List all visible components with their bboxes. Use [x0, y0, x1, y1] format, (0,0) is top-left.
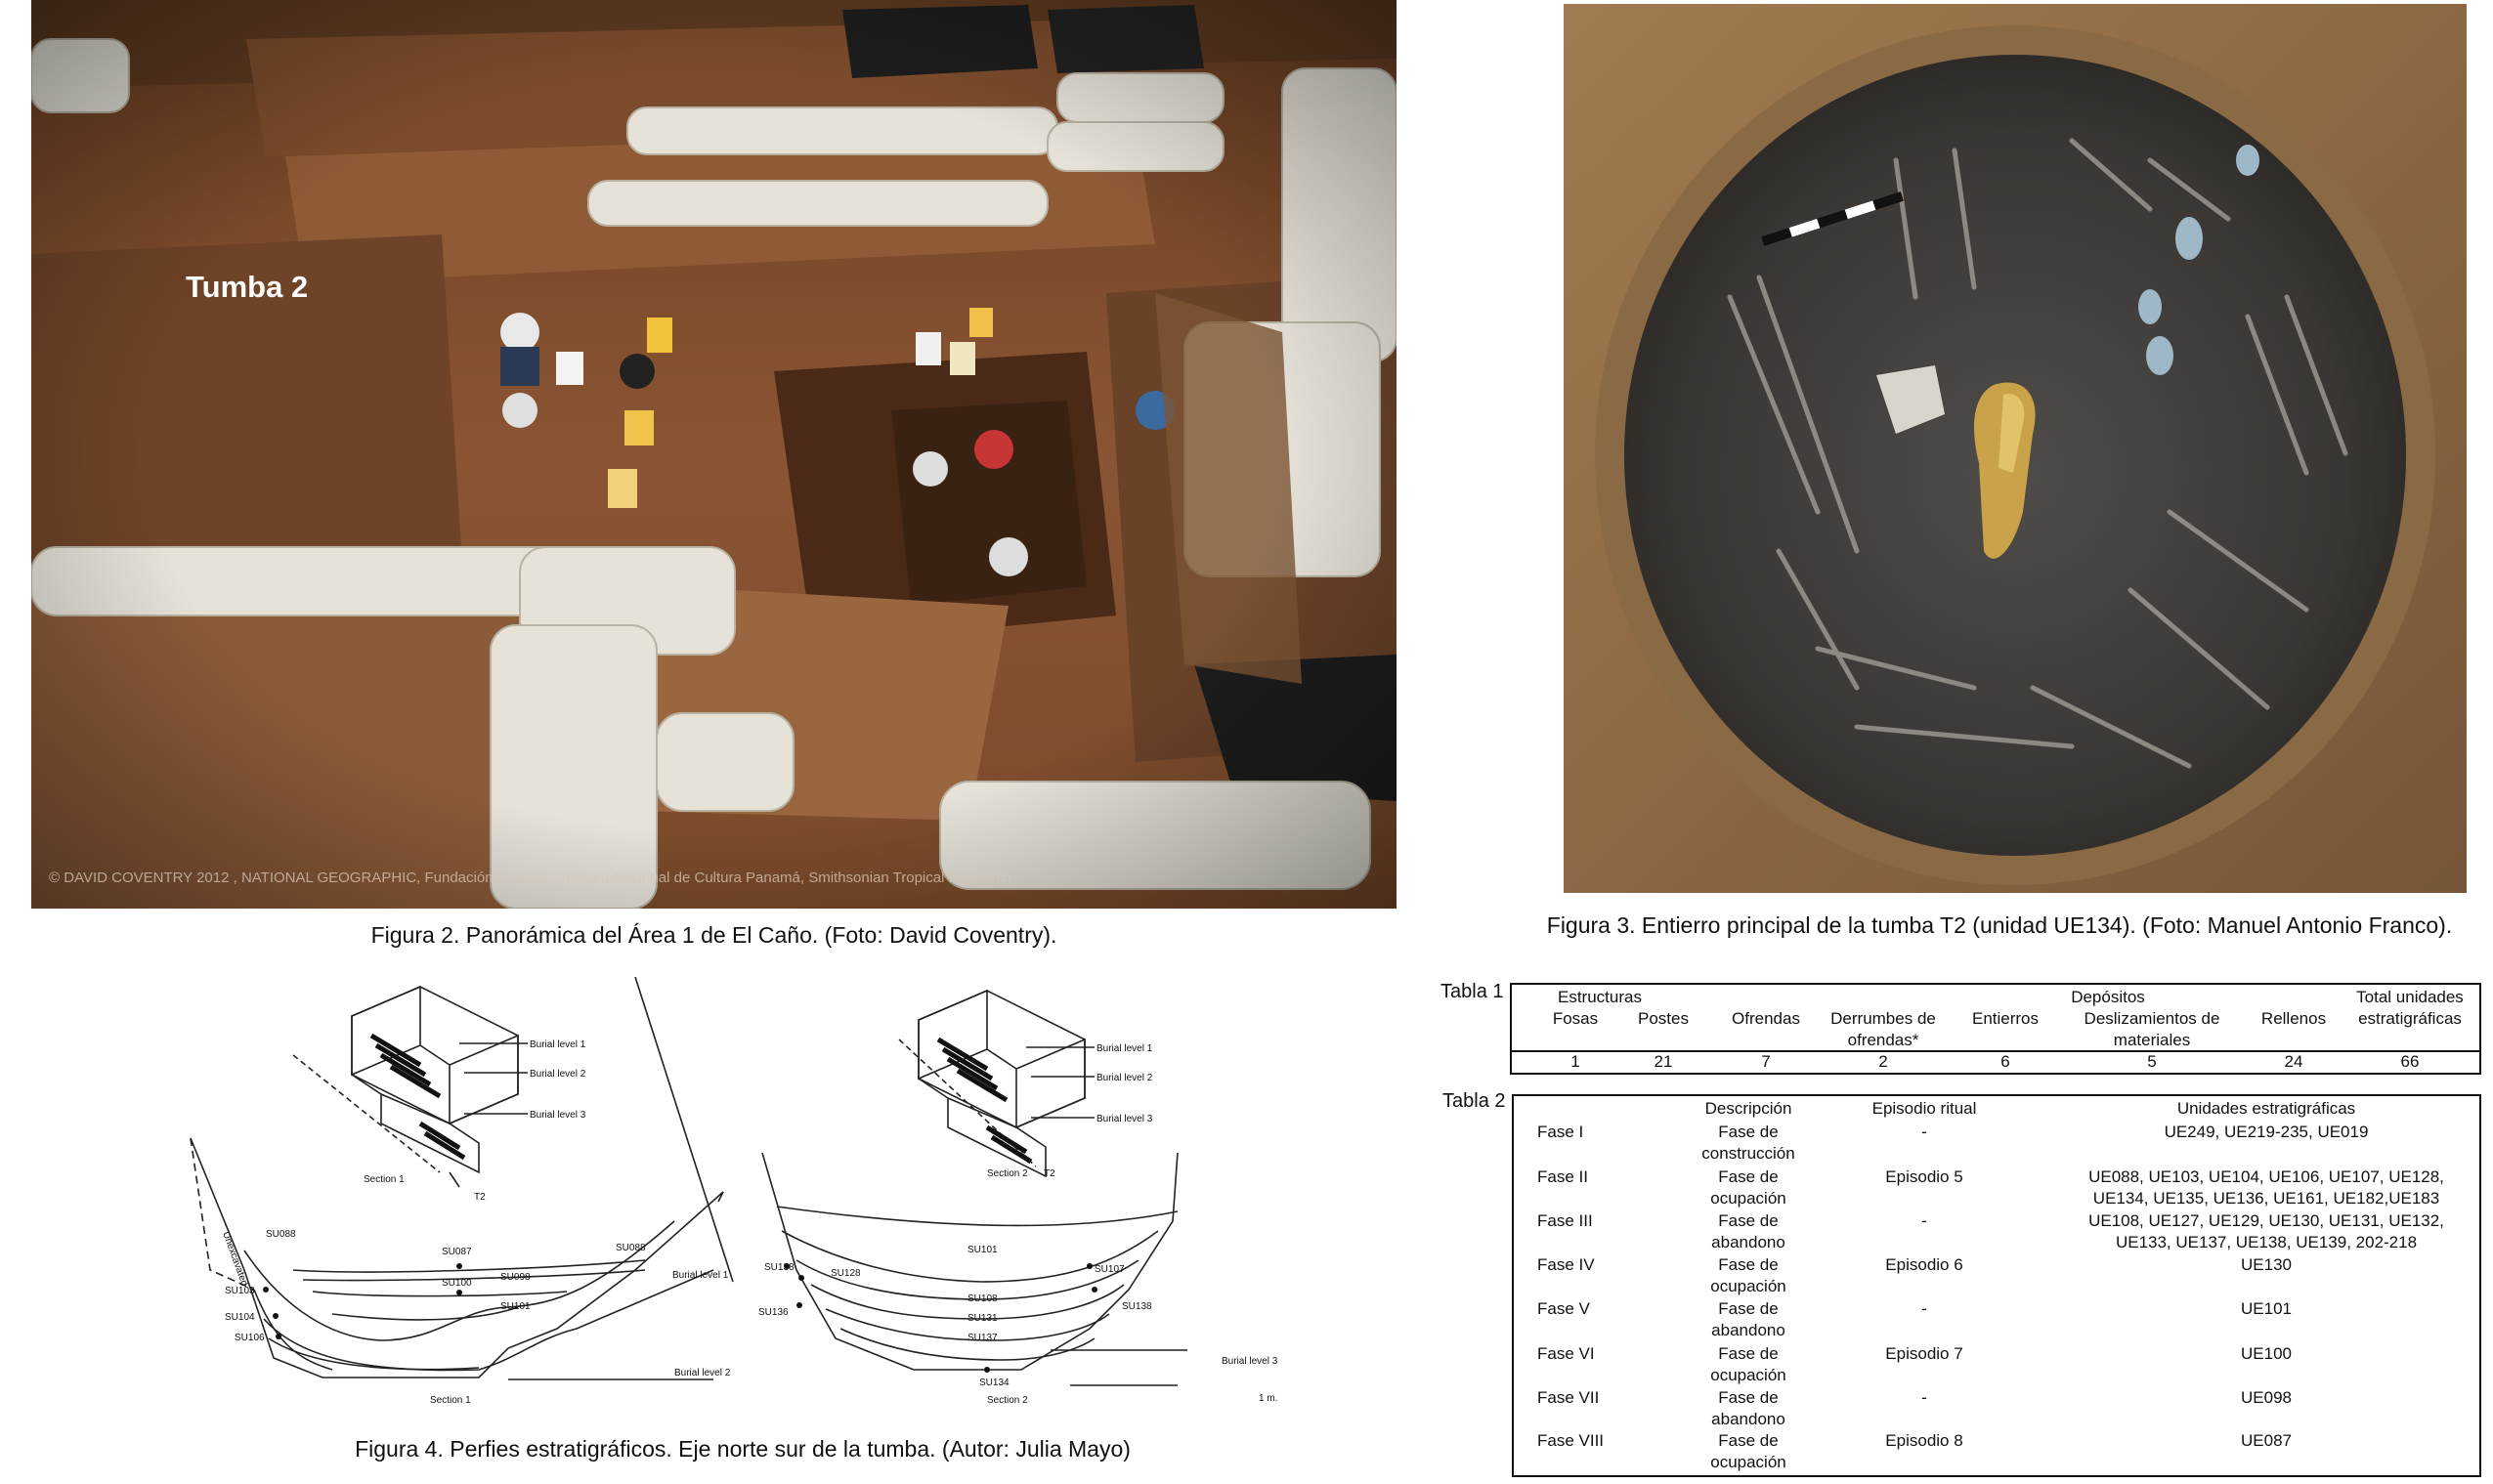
- s2-scale: 1 m.: [1259, 1393, 1278, 1404]
- s2-su138-left: SU138: [764, 1262, 795, 1273]
- tabla2-unidades: UE087: [2241, 1431, 2292, 1450]
- tomb-burial-image: [1564, 4, 2467, 893]
- s2-su138-right: SU138: [1122, 1301, 1152, 1312]
- tabla2-header-unidades: Unidades estratigráficas: [2176, 1099, 2356, 1118]
- s1-su088-right: SU088: [616, 1243, 646, 1253]
- s2-burial-level-3: Burial level 3: [1222, 1356, 1278, 1367]
- figure4-caption: Figura 4. Perfies estratigráficos. Eje norte sur de la tumba. (Autor: Julia Mayo): [355, 1436, 1131, 1462]
- tabla2-unidades: UE100: [2241, 1344, 2292, 1363]
- block-a-section: Section 1: [364, 1174, 405, 1185]
- tabla2-unidades: UE108, UE127, UE129, UE130, UE131, UE132, UE133, UE137, UE138, UE139, 202-218: [2088, 1211, 2444, 1251]
- block-diagram-section2: [899, 991, 1095, 1176]
- tabla1: [1510, 983, 2481, 1075]
- tabla1-group-depositos: Depósitos: [2071, 988, 2145, 1006]
- tabla2: [1512, 1094, 2481, 1477]
- figure3-caption: Figura 3. Entierro principal de la tumba T2 (unidad UE134). (Foto: Manuel Antonio Franco).: [1546, 912, 2453, 938]
- tabla2-desc: Fase de abandono: [1711, 1388, 1785, 1428]
- tabla2-unidades: UE249, UE219-235, UE019: [2164, 1123, 2369, 1141]
- tabla2-fase: Fase V: [1537, 1299, 1590, 1318]
- tabla2-fase: Fase IV: [1537, 1255, 1595, 1274]
- tabla1-label: Tabla 1: [1440, 981, 1504, 1002]
- block-b-burial-level-2: Burial level 2: [1096, 1073, 1153, 1083]
- tabla2-desc: Fase de ocupación: [1710, 1255, 1786, 1295]
- tumba-2-label: Tumba 2: [186, 270, 309, 304]
- tabla2-fase: Fase VI: [1537, 1344, 1595, 1363]
- s2-su136: SU136: [758, 1307, 789, 1318]
- tabla1-header: Rellenos: [2260, 1009, 2327, 1028]
- block-a-burial-level-2: Burial level 2: [530, 1069, 586, 1080]
- s1-su106: SU106: [235, 1333, 265, 1343]
- block-diagram-section1: [293, 987, 528, 1187]
- tabla2-unidades: UE130: [2241, 1255, 2292, 1274]
- tabla2-desc: Fase de abandono: [1711, 1211, 1785, 1251]
- tabla2-episodio: Episodio 5: [1885, 1167, 1963, 1186]
- s2-su137: SU137: [967, 1333, 998, 1343]
- block-a-burial-level-1: Burial level 1: [530, 1039, 586, 1050]
- tabla2-episodio: -: [1921, 1123, 1927, 1141]
- tabla2-episodio: Episodio 6: [1885, 1255, 1963, 1274]
- tabla2-fase: Fase VII: [1537, 1388, 1600, 1407]
- block-b-burial-level-1: Burial level 1: [1096, 1043, 1153, 1054]
- tabla1-header: Entierros: [1971, 1009, 2040, 1028]
- tabla1-value: 1: [1570, 1052, 1580, 1071]
- s1-burial-level-2: Burial level 2: [674, 1368, 731, 1378]
- tabla2-episodio: Episodio 7: [1885, 1344, 1963, 1363]
- tabla2-unidades: UE088, UE103, UE104, UE106, UE107, UE128, UE134, UE135, UE136, UE161, UE182,UE183: [2088, 1167, 2444, 1208]
- tabla2-label: Tabla 2: [1442, 1090, 1506, 1112]
- tabla1-header: Postes: [1638, 1009, 1689, 1028]
- tabla1-header: Derrumbes de ofrendas*: [1830, 1009, 1936, 1049]
- s1-su101: SU101: [500, 1301, 531, 1312]
- block-b-burial-level-3: Burial level 3: [1096, 1114, 1153, 1124]
- s1-su100: SU100: [442, 1278, 472, 1289]
- s1-su104: SU104: [225, 1312, 255, 1323]
- s2-su128: SU128: [831, 1268, 861, 1279]
- tabla1-group-estructuras: Estructuras: [1558, 988, 1642, 1006]
- tabla2-fase: Fase II: [1537, 1167, 1588, 1186]
- s1-su087: SU087: [442, 1247, 472, 1257]
- s1-title: Section 1: [430, 1395, 471, 1406]
- s2-su101: SU101: [967, 1245, 998, 1255]
- tabla1-value: 6: [2000, 1052, 2010, 1071]
- tabla2-unidades: UE098: [2241, 1388, 2292, 1407]
- s1-burial-level-1: Burial level 1: [672, 1270, 729, 1281]
- photo-credit: © DAVID COVENTRY 2012 , NATIONAL GEOGRAPHIC, Fundación El Caño, Instituto Nacional de Cultura Panamá, Smithsonian Tropical Research: [49, 869, 1011, 886]
- tabla2-episodio: Episodio 8: [1885, 1431, 1963, 1450]
- s2-title: Section 2: [987, 1395, 1028, 1406]
- excavation-panorama-image: [31, 0, 1397, 909]
- figure2-caption: Figura 2. Panorámica del Área 1 de El Caño. (Foto: David Coventry).: [370, 922, 1057, 948]
- s2-su134: SU134: [979, 1378, 1010, 1388]
- s2-su107: SU107: [1095, 1264, 1125, 1275]
- tabla1-header: Ofrendas: [1732, 1009, 1800, 1028]
- tabla1-header: Total unidades estratigráficas: [2356, 988, 2464, 1028]
- tabla1-value: 24: [2284, 1052, 2303, 1071]
- tabla2-episodio: -: [1921, 1211, 1927, 1230]
- section1-profile: [191, 977, 733, 1379]
- tabla1-header: Deslizamientos de materiales: [2084, 1009, 2220, 1049]
- s2-su108: SU108: [967, 1293, 998, 1304]
- tabla2-header-episodio: Episodio ritual: [1871, 1099, 1977, 1118]
- figure2-photo: [31, 0, 1397, 909]
- s1-su088-left: SU088: [266, 1229, 296, 1240]
- tabla1-value: 5: [2147, 1052, 2157, 1071]
- tabla2-desc: Fase de construcción: [1701, 1123, 1795, 1163]
- tabla2-desc: Fase de ocupación: [1710, 1167, 1786, 1208]
- figure4-diagram: [186, 977, 1300, 1417]
- s1-su098: SU098: [500, 1272, 531, 1283]
- tabla2-episodio: -: [1921, 1299, 1927, 1318]
- tabla1-header: Fosas: [1552, 1009, 1599, 1028]
- s1-su103: SU103: [225, 1286, 255, 1296]
- tabla2-fase: Fase I: [1537, 1123, 1584, 1141]
- tabla2-desc: Fase de ocupación: [1710, 1344, 1786, 1384]
- tabla2-desc: Fase de abandono: [1711, 1299, 1785, 1339]
- tabla2-fase: Fase III: [1537, 1211, 1593, 1230]
- figure3-photo: [1564, 4, 2467, 893]
- block-b-t2: T2: [1044, 1168, 1055, 1179]
- tabla1-value: 7: [1761, 1052, 1771, 1071]
- s1-unexcavated: Unexcavated: [220, 1230, 250, 1288]
- tabla1-value: 66: [2400, 1052, 2420, 1071]
- tabla1-value: 21: [1654, 1052, 1673, 1071]
- s2-su131: SU131: [967, 1313, 998, 1324]
- tabla2-unidades: UE101: [2241, 1299, 2292, 1318]
- tabla2-episodio: -: [1921, 1388, 1927, 1407]
- tabla2-header-descripcion: Descripción: [1704, 1099, 1792, 1118]
- tabla2-desc: Fase de ocupación: [1710, 1431, 1786, 1471]
- block-a-burial-level-3: Burial level 3: [530, 1110, 586, 1121]
- tabla2-fase: Fase VIII: [1537, 1431, 1605, 1450]
- tabla1-value: 2: [1878, 1052, 1888, 1071]
- block-a-t2: T2: [474, 1192, 486, 1203]
- block-b-section: Section 2: [987, 1168, 1028, 1179]
